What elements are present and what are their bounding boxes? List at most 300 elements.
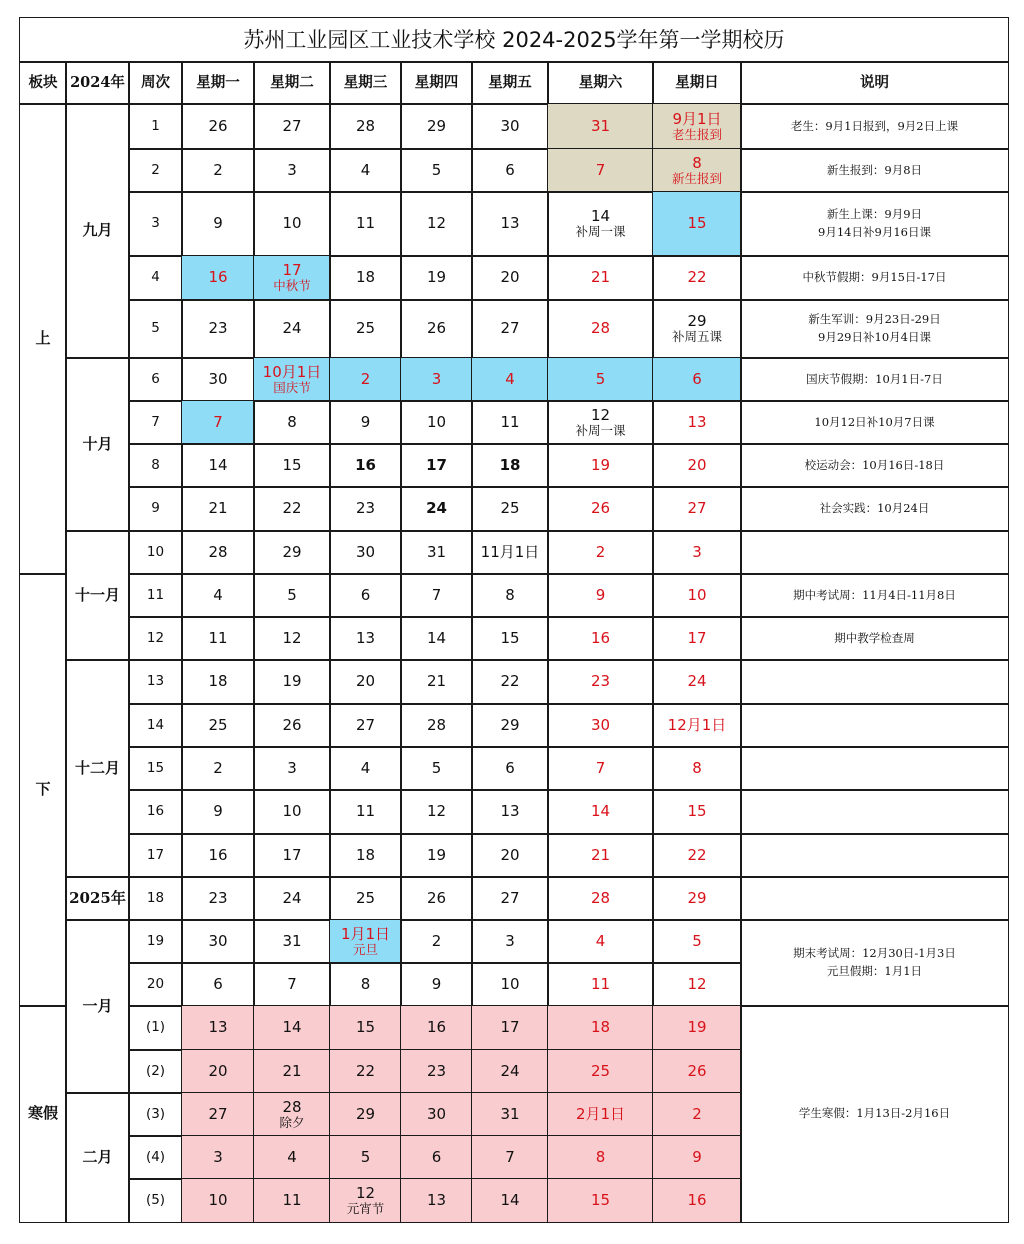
day-date: 8	[360, 974, 371, 993]
day-cell	[547, 876, 654, 921]
week-label: (4)	[145, 1148, 166, 1165]
day-cell	[253, 659, 331, 705]
day-cell	[329, 789, 402, 835]
day-cell	[400, 486, 473, 532]
day-date: 4	[505, 369, 515, 388]
day-cell	[652, 1092, 742, 1137]
week-number	[128, 443, 183, 488]
week-label: 19	[146, 932, 165, 949]
day-cell	[253, 919, 331, 964]
day-cell	[400, 530, 473, 575]
day-cell	[547, 659, 654, 705]
day-cell	[547, 833, 654, 878]
day-cell	[471, 357, 549, 402]
note-line: 新生军训：9月23日-29日	[808, 312, 941, 327]
header-6	[400, 61, 473, 105]
header-4	[253, 61, 331, 105]
day-event: 中秋节	[273, 278, 311, 294]
note-line: 社会实践：10月24日	[819, 501, 930, 516]
day-date: 21	[208, 499, 228, 518]
week-label: 1	[151, 117, 160, 134]
day-date: 26	[590, 499, 611, 518]
day-date: 26	[426, 319, 447, 338]
day-cell	[547, 789, 654, 835]
day-date: 6	[505, 758, 515, 777]
day-date: 4	[360, 160, 371, 179]
block-0	[19, 103, 67, 575]
day-date: 27	[208, 1104, 228, 1123]
day-cell	[652, 833, 742, 878]
week-label: 7	[151, 413, 160, 430]
day-cell	[253, 962, 331, 1007]
note-line: 9月14日补9月16日课	[818, 225, 931, 239]
day-cell	[181, 659, 255, 705]
day-cell	[400, 1049, 473, 1094]
week-number	[128, 789, 183, 835]
day-cell	[471, 616, 549, 661]
week-number	[128, 103, 183, 150]
day-date: 28	[590, 888, 611, 907]
note-line: 新生上课：9月9日	[826, 207, 923, 222]
week-label: 10	[146, 543, 165, 560]
day-date: 18	[355, 845, 376, 864]
week-number	[128, 919, 183, 964]
week-number	[128, 299, 183, 359]
day-date: 23	[355, 499, 376, 518]
day-date: 7	[595, 160, 606, 179]
day-date: 10	[282, 214, 302, 233]
day-date: 3	[287, 160, 297, 179]
day-date: 25	[355, 888, 376, 907]
day-date: 18	[499, 455, 521, 474]
week-label: (5)	[145, 1191, 166, 1208]
day-date: 19	[426, 268, 447, 287]
day-date: 11	[355, 214, 376, 233]
day-cell	[253, 746, 331, 791]
note-cell	[740, 659, 1009, 705]
note-cell	[740, 876, 1009, 921]
day-cell	[652, 962, 742, 1007]
month-label: 十二月	[74, 758, 120, 777]
day-date: 12	[426, 802, 447, 821]
day-event: 新生报到	[671, 170, 722, 186]
day-cell	[400, 833, 473, 878]
day-date: 25	[500, 499, 520, 518]
day-cell	[547, 443, 654, 488]
note-line: 校运动会：10月16日-18日	[804, 457, 945, 472]
day-cell	[471, 443, 549, 488]
day-date: 19	[687, 1018, 707, 1037]
day-cell	[329, 1092, 402, 1137]
note-cell	[740, 573, 1009, 618]
day-cell	[547, 191, 654, 257]
month-4	[65, 876, 130, 921]
day-cell	[400, 1178, 473, 1223]
day-cell	[652, 1178, 742, 1223]
day-cell	[652, 486, 742, 532]
day-cell	[329, 876, 402, 921]
note-line: 元旦假期：1月1日	[826, 964, 923, 978]
day-date: 2月1日	[575, 1104, 626, 1123]
title-text: 苏州工业园区工业技术学校 2024-2025学年第一学期校历	[243, 27, 785, 52]
day-date: 14	[590, 802, 611, 821]
day-cell	[181, 1049, 255, 1094]
day-cell	[652, 148, 742, 193]
day-cell	[652, 919, 742, 964]
day-cell	[652, 103, 742, 150]
day-cell	[547, 919, 654, 964]
day-cell	[181, 573, 255, 618]
day-cell	[652, 876, 742, 921]
header-label: 星期日	[675, 73, 719, 91]
day-date: 31	[426, 542, 447, 561]
week-label: 14	[146, 716, 165, 733]
day-date: 16	[687, 1190, 707, 1209]
day-cell	[652, 1135, 742, 1180]
day-date: 2	[692, 1104, 702, 1123]
note-cell	[740, 400, 1009, 445]
note-cell	[740, 1005, 1009, 1223]
day-cell	[400, 746, 473, 791]
month-label: 十一月	[74, 585, 120, 604]
day-cell	[471, 573, 549, 618]
day-date: 31	[500, 1104, 520, 1123]
day-date: 4	[213, 585, 223, 604]
day-cell	[652, 357, 742, 402]
note-cell	[740, 255, 1009, 301]
day-date: 27	[282, 116, 302, 135]
day-date: 2	[213, 160, 223, 179]
day-cell	[471, 876, 549, 921]
note-line: 期中教学检查周	[834, 630, 915, 645]
day-date: 2	[213, 758, 223, 777]
day-date: 15	[590, 1190, 611, 1209]
day-date: 31	[282, 931, 302, 950]
header-8	[547, 61, 654, 105]
day-date: 12月1日	[667, 715, 727, 734]
day-cell	[652, 573, 742, 618]
day-cell	[329, 962, 402, 1007]
day-date: 5	[360, 1147, 371, 1166]
day-cell	[471, 919, 549, 964]
day-cell	[181, 1178, 255, 1223]
day-date: 14	[426, 628, 447, 647]
week-number	[128, 1178, 183, 1223]
day-date: 7	[213, 412, 223, 431]
day-cell	[471, 299, 549, 359]
day-date: 13	[426, 1190, 447, 1209]
week-label: 20	[146, 975, 165, 992]
day-date: 11	[208, 628, 228, 647]
day-date: 28	[426, 715, 447, 734]
note-cell	[740, 299, 1009, 359]
day-date: 22	[282, 499, 302, 518]
day-date: 14	[500, 1190, 520, 1209]
day-cell	[329, 443, 402, 488]
day-date: 27	[500, 319, 520, 338]
day-cell	[471, 255, 549, 301]
day-cell	[652, 659, 742, 705]
day-date: 26	[687, 1061, 707, 1080]
day-cell	[181, 530, 255, 575]
week-number	[128, 616, 183, 661]
day-date: 29	[355, 1104, 376, 1123]
week-number	[128, 876, 183, 921]
day-date: 15	[687, 802, 707, 821]
day-date: 3	[505, 931, 515, 950]
week-number	[128, 746, 183, 791]
header-label: 星期四	[414, 73, 459, 91]
day-cell	[329, 703, 402, 748]
day-cell	[471, 1005, 549, 1051]
week-number	[128, 357, 183, 402]
day-cell	[471, 659, 549, 705]
day-date: 11	[355, 802, 376, 821]
day-date: 23	[208, 888, 228, 907]
week-label: 16	[146, 803, 165, 820]
day-date: 9	[213, 214, 223, 233]
day-cell	[253, 1135, 331, 1180]
day-cell	[181, 357, 255, 402]
day-cell	[253, 357, 331, 402]
note-cell	[740, 703, 1009, 748]
week-number	[128, 486, 183, 532]
day-cell	[547, 148, 654, 193]
week-label: 12	[146, 629, 165, 646]
day-cell	[329, 1049, 402, 1094]
note-cell	[740, 443, 1009, 488]
day-cell	[652, 746, 742, 791]
note-cell	[740, 919, 1009, 1007]
header-label: 星期六	[578, 73, 623, 91]
day-cell	[181, 616, 255, 661]
header-label: 星期三	[343, 73, 388, 91]
day-cell	[329, 1135, 402, 1180]
header-label: 周次	[141, 73, 170, 91]
week-number	[128, 833, 183, 878]
day-date: 12	[426, 214, 447, 233]
week-label: (2)	[145, 1062, 166, 1079]
day-cell	[652, 530, 742, 575]
day-date: 30	[426, 1104, 447, 1123]
day-date: 20	[208, 1061, 228, 1080]
week-label: (3)	[145, 1105, 166, 1122]
day-date: 30	[355, 542, 376, 561]
day-date: 10	[500, 974, 520, 993]
month-6	[65, 1092, 130, 1223]
day-date: 4	[595, 931, 606, 950]
day-date: 29	[687, 312, 707, 331]
day-cell	[181, 703, 255, 748]
day-cell	[471, 1049, 549, 1094]
day-cell	[181, 919, 255, 964]
header-label: 星期一	[196, 73, 240, 91]
day-date: 18	[590, 1018, 611, 1037]
day-cell	[181, 486, 255, 532]
week-label: 11	[146, 586, 165, 603]
day-cell	[400, 1005, 473, 1051]
header-3	[181, 61, 255, 105]
day-date: 6	[213, 974, 223, 993]
day-cell	[329, 1005, 402, 1051]
day-cell	[181, 876, 255, 921]
day-cell	[547, 962, 654, 1007]
day-cell	[329, 1178, 402, 1223]
day-date: 27	[687, 499, 707, 518]
day-date: 18	[355, 268, 376, 287]
note-line: 9月29日补10月4日课	[818, 330, 931, 344]
day-cell	[253, 103, 331, 150]
day-event: 补周一课	[575, 422, 626, 438]
header-label: 星期二	[270, 73, 314, 91]
day-cell	[471, 962, 549, 1007]
day-date: 10	[687, 585, 707, 604]
day-cell	[253, 191, 331, 257]
day-cell	[253, 1092, 331, 1137]
day-cell	[329, 746, 402, 791]
block-label: 下	[35, 780, 51, 799]
note-cell	[740, 191, 1009, 257]
day-date: 6	[360, 585, 371, 604]
day-date: 8	[692, 758, 702, 777]
day-cell	[400, 103, 473, 150]
day-event: 国庆节	[273, 379, 311, 395]
month-label: 2025年	[69, 888, 126, 907]
day-cell	[400, 1135, 473, 1180]
week-number	[128, 659, 183, 705]
note-cell	[740, 357, 1009, 402]
day-cell	[181, 103, 255, 150]
day-date: 11	[500, 412, 520, 431]
day-date: 29	[426, 116, 447, 135]
day-date: 28	[355, 116, 376, 135]
day-event: 元旦	[352, 941, 378, 957]
day-cell	[253, 703, 331, 748]
day-date: 9	[595, 585, 606, 604]
day-cell	[471, 400, 549, 445]
day-cell	[400, 443, 473, 488]
day-date: 22	[687, 845, 707, 864]
day-cell	[547, 486, 654, 532]
day-date: 25	[355, 319, 376, 338]
day-date: 3	[213, 1147, 223, 1166]
day-cell	[652, 400, 742, 445]
day-date: 8	[595, 1147, 606, 1166]
day-date: 7	[505, 1147, 515, 1166]
day-cell	[547, 1092, 654, 1137]
day-date: 27	[355, 715, 376, 734]
day-date: 24	[282, 888, 302, 907]
day-date: 19	[590, 455, 611, 474]
note-cell	[740, 746, 1009, 791]
day-cell	[329, 530, 402, 575]
day-date: 13	[500, 214, 520, 233]
day-cell	[547, 299, 654, 359]
day-cell	[547, 1178, 654, 1223]
header-10	[740, 61, 1009, 105]
day-cell	[181, 443, 255, 488]
day-cell	[547, 103, 654, 150]
day-cell	[329, 191, 402, 257]
day-cell	[181, 255, 255, 301]
month-label: 九月	[82, 221, 113, 240]
month-2	[65, 530, 130, 661]
day-cell	[181, 1092, 255, 1137]
day-date: 24	[282, 319, 302, 338]
day-cell	[181, 833, 255, 878]
day-cell	[329, 299, 402, 359]
note-cell	[740, 833, 1009, 878]
day-cell	[253, 1049, 331, 1094]
week-number	[128, 191, 183, 257]
block-1	[19, 573, 67, 1007]
header-7	[471, 61, 549, 105]
day-date: 9	[431, 974, 442, 993]
header-label: 星期五	[488, 73, 532, 91]
day-cell	[652, 191, 742, 257]
day-date: 17	[282, 845, 302, 864]
day-cell	[329, 357, 402, 402]
month-label: 二月	[82, 1147, 113, 1166]
note-line: 期中考试周：11月4日-11月8日	[793, 587, 956, 602]
day-cell	[329, 400, 402, 445]
month-label: 十月	[82, 434, 113, 453]
day-cell	[471, 703, 549, 748]
day-event: 元宵节	[346, 1200, 385, 1216]
day-date: 10月1日	[262, 362, 322, 381]
day-cell	[547, 400, 654, 445]
day-cell	[329, 255, 402, 301]
day-date: 4	[287, 1147, 297, 1166]
day-cell	[471, 746, 549, 791]
day-cell	[652, 616, 742, 661]
day-date: 16	[426, 1018, 447, 1037]
day-cell	[181, 962, 255, 1007]
day-date: 13	[500, 802, 520, 821]
block-label: 寒假	[27, 1104, 58, 1123]
day-date: 14	[282, 1018, 302, 1037]
day-cell	[253, 833, 331, 878]
day-cell	[547, 1005, 654, 1051]
day-cell	[253, 443, 331, 488]
day-date: 12	[687, 974, 707, 993]
day-date: 15	[500, 628, 520, 647]
day-date: 18	[208, 672, 228, 691]
day-cell	[547, 530, 654, 575]
day-cell	[181, 148, 255, 193]
month-1	[65, 357, 130, 532]
day-date: 13	[208, 1018, 228, 1037]
calendar-title	[19, 17, 1009, 63]
note-cell	[740, 530, 1009, 575]
day-date: 20	[500, 268, 520, 287]
day-cell	[253, 573, 331, 618]
day-cell	[471, 103, 549, 150]
day-date: 25	[208, 715, 228, 734]
day-cell	[253, 400, 331, 445]
day-date: 17	[426, 455, 447, 474]
note-line: 10月12日补10月7日课	[814, 414, 935, 429]
week-number	[128, 1135, 183, 1180]
day-date: 3	[692, 542, 702, 561]
note-cell	[740, 486, 1009, 532]
day-cell	[400, 659, 473, 705]
day-date: 5	[692, 931, 702, 950]
day-date: 2	[360, 369, 371, 388]
day-cell	[400, 400, 473, 445]
day-date: 16	[208, 845, 228, 864]
note-line: 新生报到：9月8日	[826, 162, 923, 177]
